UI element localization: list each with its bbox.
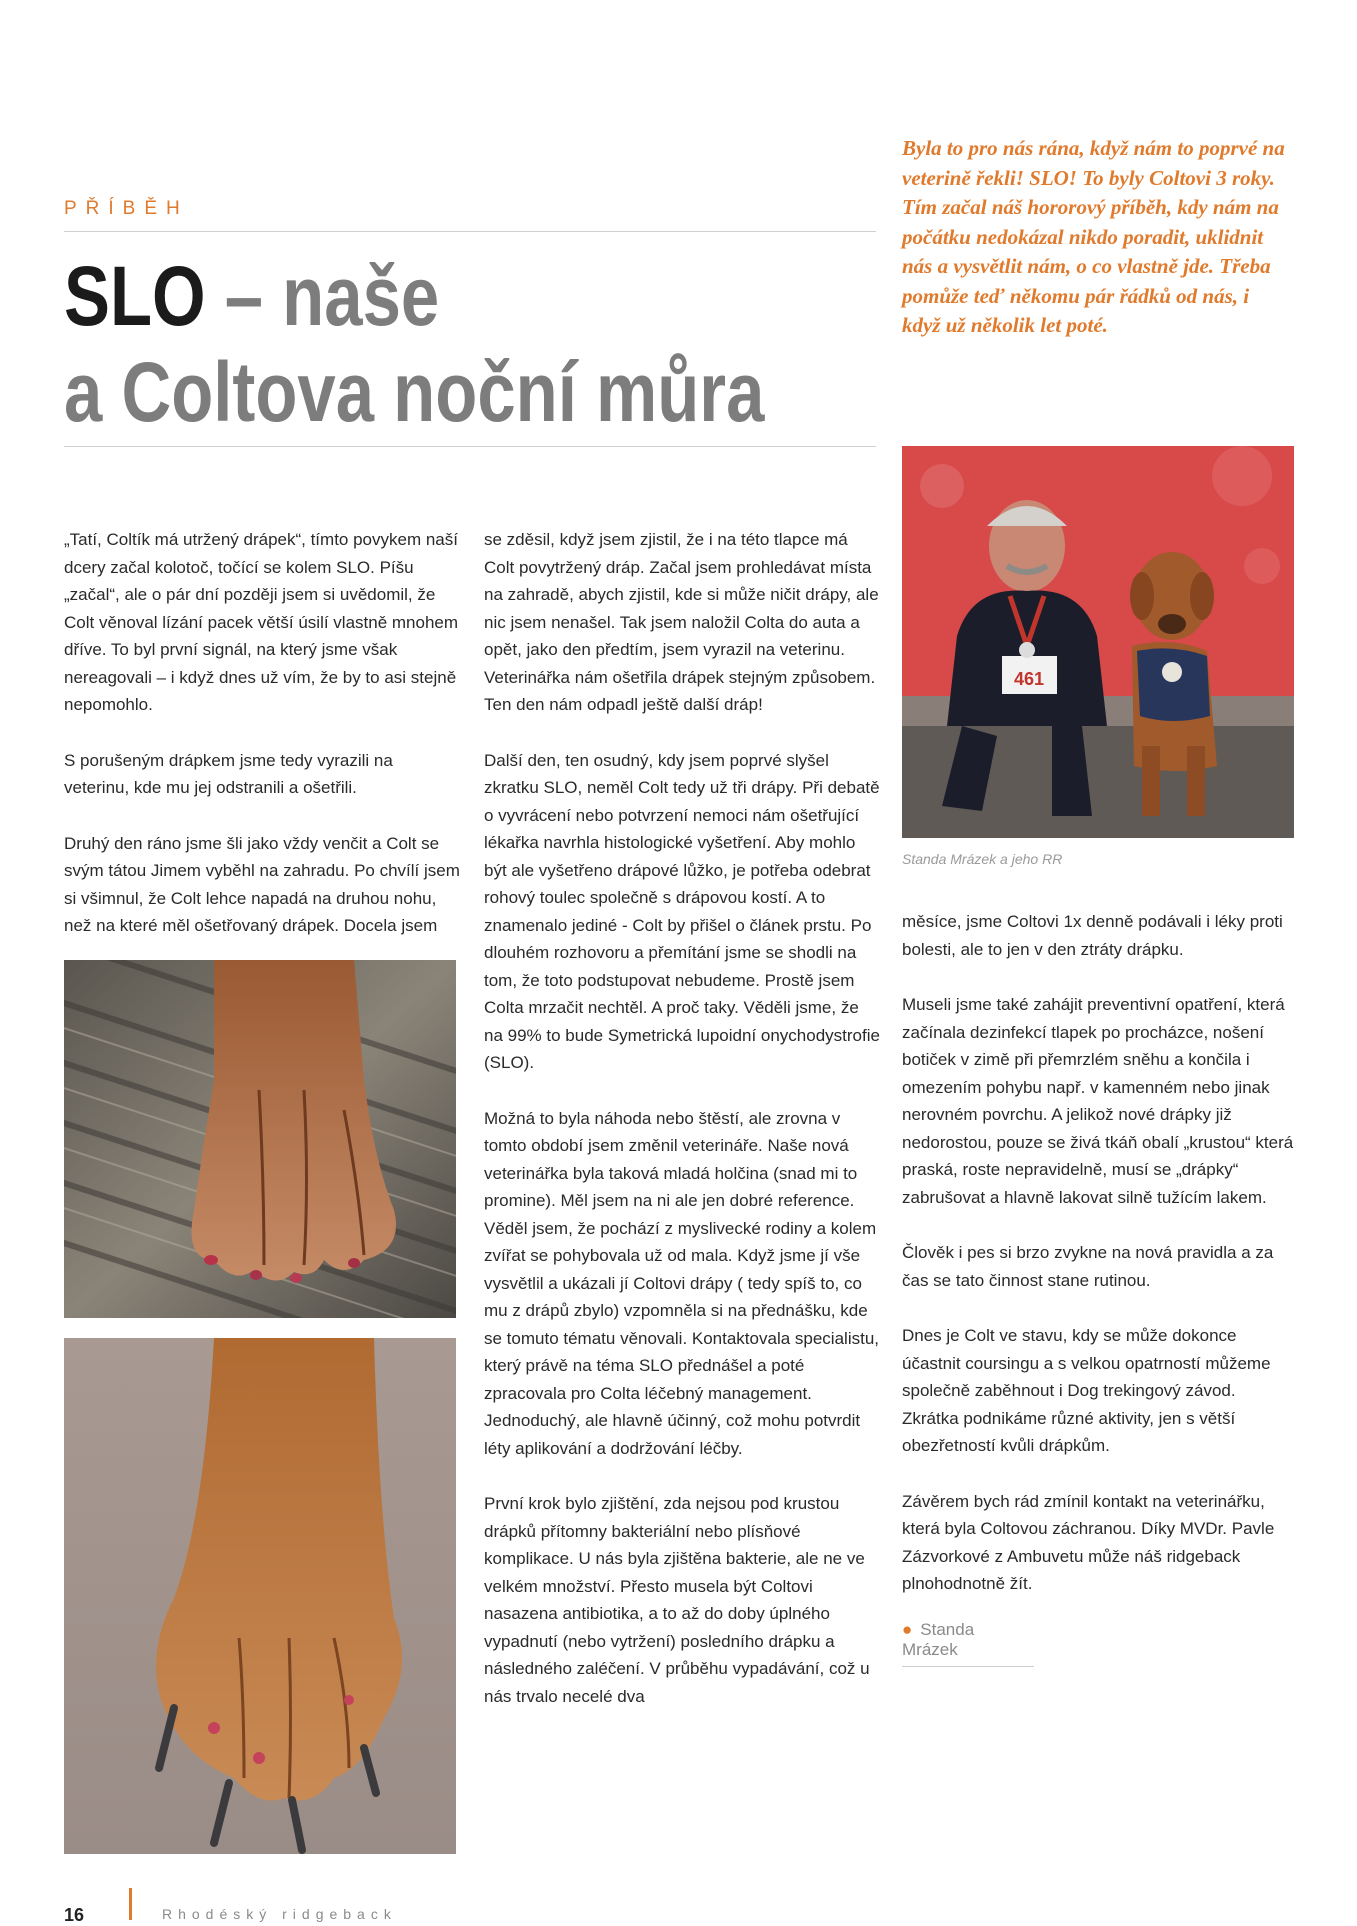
paragraph: Druhý den ráno jsme šli jako vždy venčit a Colt se svým tátou Jimem vyběhl na zahradu. Po chvílí jsem si všimnul, že Colt lehce napadá na druhou nohu, než na které měl ošetřovaný drápek. Docela jsem (64, 833, 460, 935)
paragraph: Možná to byla náhoda nebo štěstí, ale zrovna v tomto období jsem změnil veterináře. Naše nová veterinářka byla taková mladá holčina (snad mi to promine). Měl jsem na ni ale jen dobré reference. Věděl jsem, že pochází z myslivecké rodiny a kolem zvířat se pohybovala už od mala. Když jsme jí vše vysvětlil a ukázali jí Coltovi drápy ( tedy spíš to, co mu z drápů zbylo) vzpomněla si na přednášku, kde se tomuto tématu věnovali. Kontaktovala specialistu, který právě na téma SLO přednášel a poté zpracovala pro Colta léčebný management. Jednoduchý, ale hlavně účinný, což mohu potvrdit léty aplikování a dodržování léčby. (484, 1108, 879, 1458)
magazine-name: Rhodéský ridgeback (162, 1906, 397, 1922)
paragraph: První krok bylo zjištění, zda nejsou pod krustou drápků přítomny bakteriální nebo plísňové komplikace. U nás byla zjištěna bakterie, ale ne ve velkém množství. Přesto musela být Coltovi nasazena antibiotika, a to až do doby úplného vypadnutí (nebo vytržení) posledního drápku a následného zaléčení. V průběhu vypadávání, což u nás trvalo necelé dva (484, 1494, 870, 1706)
header-divider-top (64, 231, 876, 232)
bib-number: 461 (1013, 669, 1045, 689)
section-label: PŘÍBĚH (64, 198, 189, 219)
bullet-icon: ● (902, 1620, 913, 1639)
paw-photo-deck (64, 960, 456, 1318)
title-part2: – naše (205, 249, 440, 343)
paragraph: Dnes je Colt ve stavu, kdy se může dokonce účastnit coursingu a s velkou opatrností můžeme společně zaběhnout i Dog trekingový závod. Zkrátka podnikáme různé aktivity, jen s větší obezřetností kvůli drápkům. (902, 1326, 1271, 1455)
photo-caption: Standa Mrázek a jeho RR (902, 851, 1063, 867)
paragraph: Další den, ten osudný, kdy jsem poprvé slyšel zkratku SLO, neměl Colt tedy už tři drápy. Při debatě o vyvrácení nebo potvrzení nemoci nám ošetřující lékařka navrhla histologické vyšetření. Aby mohlo být ale vyšetřeno drápové lůžko, je potřeba odebrat rohový toulec společně s drápovou kostí. A to znamenalo jediné - Colt by přišel o článek prstu. Po dlouhém rozhovoru a přemítání jsme se shodli na tom, že toto podstupovat nebudeme. Prostě jsem Colta mrzačit nechtěl. A proč taky. Věděli jsme, že na 99% to bude Symetrická lupoidní onychodystrofie (SLO). (484, 750, 880, 1072)
column-1 (64, 526, 462, 968)
article-title (64, 248, 765, 440)
paragraph: Závěrem bych rád zmínil kontakt na veterinářku, která byla Coltovou záchranou. Díky MVDr. Pavle Zázvorkové z Ambuvetu může náš ridgeback plnohodnotně žít. (902, 1491, 1275, 1593)
column-2 (484, 526, 882, 1738)
title-line2: a Coltova noční můra (64, 345, 765, 439)
title-acronym: SLO (64, 249, 206, 343)
paragraph: Člověk i pes si brzo zvykne na nová pravidla a za čas se tato činnost stane rutinou. (902, 1243, 1274, 1290)
paragraph: S porušeným drápkem jsme tedy vyrazili na veterinu, kde mu jej odstranili a ošetřili. (64, 750, 393, 797)
paw-photo-deck-image (64, 960, 456, 1318)
paw-photo-closeup-image (64, 1338, 456, 1854)
paragraph: Museli jsme také zahájit preventivní opatření, která začínala dezinfekcí tlapek po procházce, nošení botiček v zimě při přemrzlém sněhu a končila i omezením pohybu např. v kamenném nebo jinak nerovném povrchu. A jelikož nové drápky již nedorostou, pouze se živá tkáň obalí „krustou“ která praská, roste nepravidelně, musí se „drápky“ zabrušovat a hlavně lakovat silně tužícím lakem. (902, 995, 1294, 1207)
header-divider-bottom (64, 446, 876, 447)
author-signature (902, 1620, 1034, 1667)
paragraph: „Tatí, Coltík má utržený drápek“, tímto povykem naší dcery začal kolotoč, točící se kolem SLO. Píšu „začal“, ale o pár dní později jsem si uvědomil, že Colt věnoval lízání pacek větší úsilí vlastně mnohem dříve. To byl první signál, na který jsme však nereagovali – i když dnes už vím, že by to asi stejně nepomohlo. (64, 530, 459, 714)
page-number: 16 (64, 1905, 85, 1925)
owner-dog-photo-image (902, 446, 1294, 838)
paragraph: měsíce, jsme Coltovi 1x denně podávali i léky proti bolesti, ale to jen v den ztráty drápku. (902, 912, 1283, 959)
owner-dog-photo (902, 446, 1294, 838)
footer-accent-bar (129, 1888, 132, 1920)
lead-paragraph: Byla to pro nás rána, když nám to poprvé na veterině řekli! SLO! To byly Coltovi 3 roky. Tím začal náš hororový příběh, kdy nám na počátku nedokázal nikdo poradit, uklidnit nás a vysvětlit nám, o co vlastně jde. Třeba pomůže teď někomu pár řádků od nás, i když už několik let poté. (902, 136, 1285, 337)
paw-photo-closeup (64, 1338, 456, 1854)
author-name: Standa Mrázek (902, 1620, 975, 1659)
column-3 (902, 908, 1294, 1626)
paragraph: se zděsil, když jsem zjistil, že i na této tlapce má Colt povytržený dráp. Začal jsem prohledávat místa na zahradě, abych zjistil, kde si může ničit drápy, ale nic jsem nenašel. Tak jsem naložil Colta do auta a opět, jako den předtím, jsem vyrazil na veterinu. Veterinářka nám ošetřila drápek stejným způsobem. Ten den nám odpadl ještě další dráp! (484, 530, 879, 714)
